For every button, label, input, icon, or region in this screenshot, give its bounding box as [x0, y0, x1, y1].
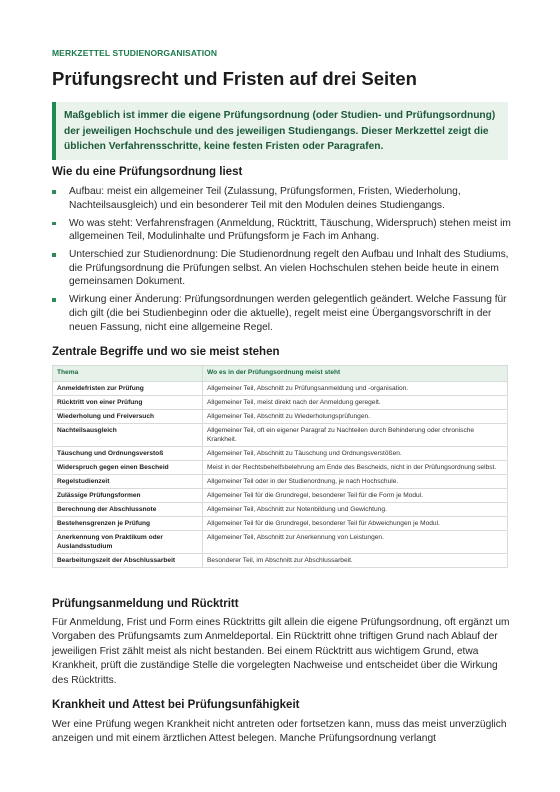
table-cell-location: Allgemeiner Teil, Abschnitt zu Wiederholungsprüfungen. [203, 410, 508, 424]
list-item [52, 293, 512, 334]
table-cell-location: Allgemeiner Teil, Abschnitt zur Anerkennung von Leistungen. [203, 531, 508, 554]
section-heading-illness: Krankheit und Attest bei Prüfungsunfähigkeit [52, 699, 300, 711]
table-row [53, 503, 508, 517]
table-cell-location: Meist in der Rechtsbehelfsbelehrung am Ende des Bescheids, nicht in der Prüfungsordnung selbst. [203, 461, 508, 475]
column-header-topic: Thema [53, 366, 203, 382]
section-heading-reading: Wie du eine Prüfungsordnung liest [52, 166, 243, 178]
table-cell-location: Allgemeiner Teil, Abschnitt zu Täuschung und Ordnungsverstößen. [203, 447, 508, 461]
illness-paragraph: Wer eine Prüfung wegen Krankheit nicht antreten oder fortsetzen kann, muss das meist unverzüglich anzeigen und mit einem ärztlichen Attest belegen. Manche Prüfungsordnung verlangt [52, 719, 507, 745]
table-cell-term: Bearbeitungszeit der Abschlussarbeit [53, 554, 203, 568]
column-header-location: Wo es in der Prüfungsordnung meist steht [203, 366, 508, 382]
list-item-text: Aufbau: meist ein allgemeiner Teil (Zulassung, Prüfungsformen, Fristen, Wiederholung, Nachteilsausgleich) und ein besonderer Teil mit den Modulen deines Studiengangs. [69, 186, 461, 211]
list-item [52, 217, 512, 244]
list-item-text: Wirkung einer Änderung: Prüfungsordnungen werden gelegentlich geändert. Welche Fassung für dich gilt (die bei Studienbeginn oder die aktuelle), regelt meist eine Übergangsvorschrift in der neuen Fassung, nicht eine allgemeine Regel. [69, 294, 507, 333]
page-title: Prüfungsrecht und Fristen auf drei Seiten [52, 68, 417, 89]
reading-tips-list [52, 185, 512, 339]
table-row [53, 531, 508, 554]
bullet-icon [52, 298, 56, 302]
bullet-icon [52, 222, 56, 226]
list-item-text: Unterschied zur Studienordnung: Die Studienordnung regelt den Aufbau und Inhalt des Studiums, die Prüfungsordnung die Prüfungen selbst. An vielen Hochschulen stehen beide heute in einem gemeinsamen Dokument. [69, 249, 509, 288]
table-cell-term: Nachteilsausgleich [53, 424, 203, 447]
document-eyebrow: MERKZETTEL STUDIENORGANISATION [52, 48, 218, 58]
table-cell-term: Rücktritt von einer Prüfung [53, 396, 203, 410]
table-row [53, 424, 508, 447]
table-cell-location: Allgemeiner Teil, meist direkt nach der Anmeldung geregelt. [203, 396, 508, 410]
table-cell-term: Anmeldefristen zur Prüfung [53, 382, 203, 396]
list-item [52, 185, 512, 212]
table-row [53, 517, 508, 531]
table-cell-location: Besonderer Teil, im Abschnitt zur Abschlussarbeit. [203, 554, 508, 568]
table-cell-term: Berechnung der Abschlussnote [53, 503, 203, 517]
section-heading-terms: Zentrale Begriffe und wo sie meist stehen [52, 346, 280, 358]
table-row [53, 410, 508, 424]
list-item [52, 248, 512, 289]
table-cell-location: Allgemeiner Teil, Abschnitt zu Prüfungsanmeldung und -organisation. [203, 382, 508, 396]
table-row [53, 489, 508, 503]
table-cell-term: Wiederholung und Freiversuch [53, 410, 203, 424]
table-cell-term: Zulässige Prüfungsformen [53, 489, 203, 503]
table-row [53, 554, 508, 568]
list-item-text: Wo was steht: Verfahrensfragen (Anmeldung, Rücktritt, Täuschung, Widerspruch) stehen meist im allgemeinen Teil, Modulinhalte und Prüfungsform je Fach im Anhang. [69, 217, 511, 243]
table-row [53, 382, 508, 396]
callout-note: Maßgeblich ist immer die eigene Prüfungsordnung (oder Studien- und Prüfungsordnung) der jeweiligen Hochschule und des jeweiligen Studiengangs. Dieser Merkzettel zeigt die üblichen Verfahrensschritte, keine festen Fristen oder Paragrafen. [52, 102, 508, 160]
table-cell-term: Widerspruch gegen einen Bescheid [53, 461, 203, 475]
table-cell-term: Regelstudienzeit [53, 475, 203, 489]
bullet-icon [52, 190, 56, 194]
terms-table [52, 365, 508, 568]
table-cell-location: Allgemeiner Teil, oft ein eigener Paragraf zu Nachteilen durch Behinderung oder chronische Krankheit. [203, 424, 508, 447]
registration-paragraph: Für Anmeldung, Frist und Form eines Rücktritts gilt allein die eigene Prüfungsordnung, oft ergänzt um Vorgaben des Prüfungsamts zum Anmeldeportal. Ein Rücktritt ohne triftigen Grund nach Ablauf der jeweiligen Frist zählt meist als nicht bestanden. Bei einem Rücktritt aus wichtigem Grund, etwa Krankheit, prüft die zuständige Stelle die vorgelegten Nachweise und entscheidet über die Wirkung des Rücktritts. [52, 617, 510, 686]
table-row [53, 475, 508, 489]
table-cell-location: Allgemeiner Teil, Abschnitt zur Notenbildung und Gewichtung. [203, 503, 508, 517]
table-cell-term: Anerkennung von Praktikum oder Auslandsstudium [53, 531, 203, 554]
table-cell-location: Allgemeiner Teil für die Grundregel, besonderer Teil für Abweichungen je Modul. [203, 517, 508, 531]
table-cell-term: Täuschung und Ordnungsverstoß [53, 447, 203, 461]
table-header-row [53, 366, 508, 382]
table-cell-location: Allgemeiner Teil für die Grundregel, besonderer Teil für die Form je Modul. [203, 489, 508, 503]
table-cell-location: Allgemeiner Teil oder in der Studienordnung, je nach Hochschule. [203, 475, 508, 489]
section-heading-registration: Prüfungsanmeldung und Rücktritt [52, 598, 239, 610]
bullet-icon [52, 253, 56, 257]
table-cell-term: Bestehensgrenzen je Prüfung [53, 517, 203, 531]
table-row [53, 461, 508, 475]
table-row [53, 447, 508, 461]
table-row [53, 396, 508, 410]
